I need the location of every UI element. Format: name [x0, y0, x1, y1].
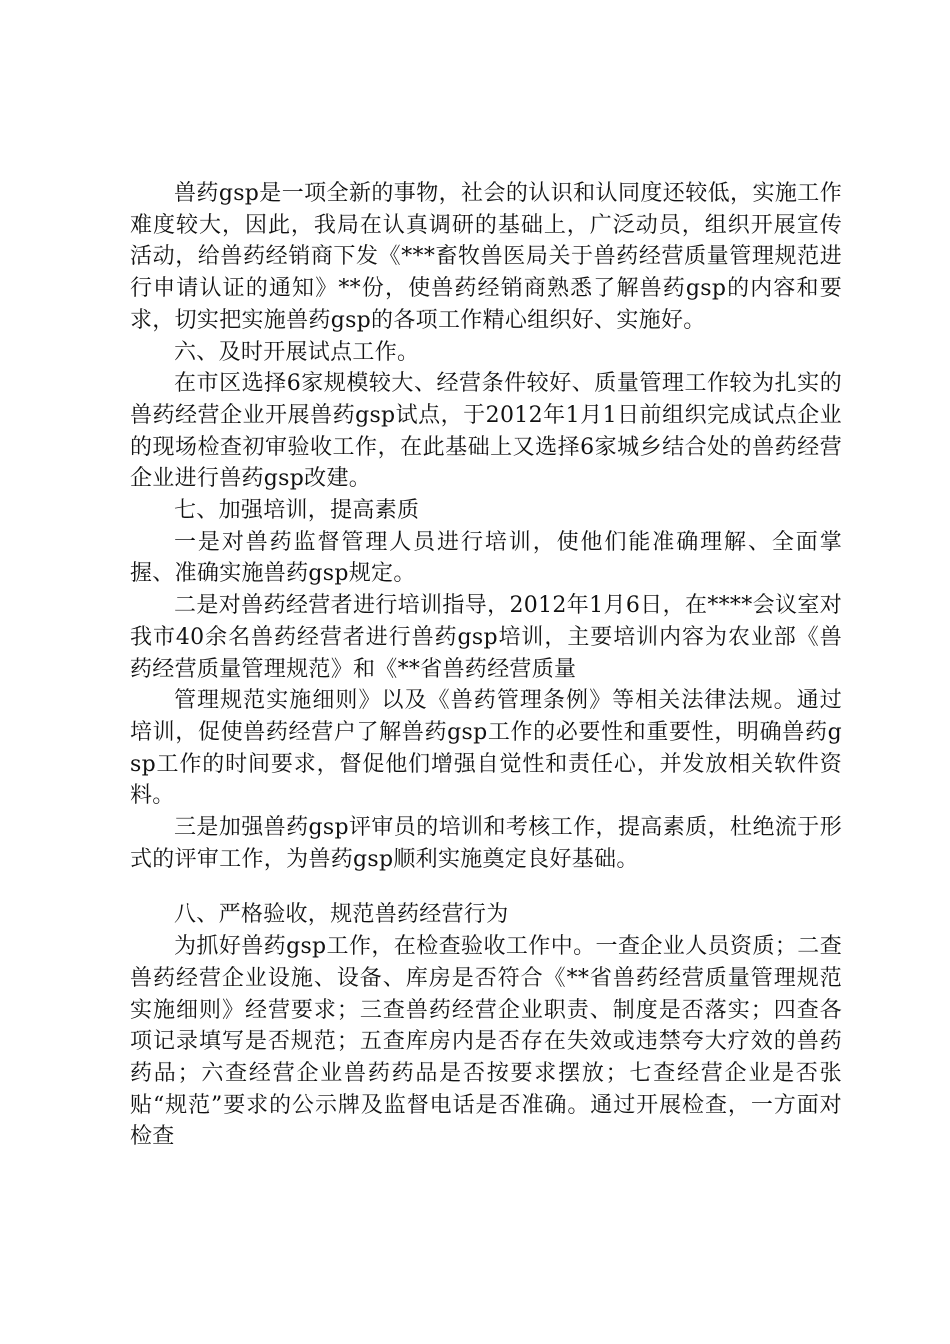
paragraph-pilot-work: 在市区选择6家规模较大、经营条件较好、质量管理工作较为扎实的兽药经营企业开展兽药gsp试点，于2012年1月1日前组织完成试点企业的现场检查初审验收工作，在此基础上又选择6家城乡结合处的兽药经营企业进行兽药gsp改建。: [130, 371, 842, 492]
document-body: [130, 178, 842, 1153]
heading-pilot-work: 六、及时开展试点工作。: [174, 339, 420, 365]
paragraph-training-reviewers: 三是加强兽药gsp评审员的培训和考核工作，提高素质，杜绝流于形式的评审工作，为兽药gsp顺利实施奠定良好基础。: [130, 815, 842, 872]
paragraph-acceptance: 为抓好兽药gsp工作，在检查验收工作中。一查企业人员资质；二查兽药经营企业设施、设备、库房是否符合《**省兽药经营质量管理规范实施细则》经营要求；三查兽药经营企业职责、制度是否落实；四查各项记录填写是否规范；五查库房内是否存在失效或违禁夸大疗效的兽药药品；六查经营企业兽药药品是否按要求摆放；七查经营企业是否张贴“规范”要求的公示牌及监督电话是否准确。通过开展检查，一方面对检查: [130, 934, 842, 1150]
paragraph-publicity: 兽药gsp是一项全新的事物，社会的认识和认同度还较低，实施工作难度较大，因此，我局在认真调研的基础上，广泛动员，组织开展宣传活动，给兽药经销商下发《***畜牧兽医局关于兽药经营质量管理规范进行申请认证的通知》**份，使兽药经销商熟悉了解兽药gsp的内容和要求，切实把实施兽药gsp的各项工作精心组织好、实施好。: [130, 181, 842, 333]
heading-training: 七、加强培训，提高素质: [174, 498, 420, 524]
heading-acceptance: 八、严格验收，规范兽药经营行为: [174, 902, 509, 928]
paragraph-training-staff: 一是对兽药监督管理人员进行培训，使他们能准确理解、全面掌握、准确实施兽药gsp规定。: [130, 529, 842, 587]
paragraph-training-operators: 二是对兽药经营者进行培训指导，2012年1月6日，在****会议室对我市40余名兽药经营者进行兽药gsp培训，主要培训内容为农业部《兽药经营质量管理规范》和《**省兽药经营质量: [130, 593, 842, 682]
paragraph-training-regulations: 管理规范实施细则》以及《兽药管理条例》等相关法律法规。通过培训，促使兽药经营户了解兽药gsp工作的必要性和重要性，明确兽药gsp工作的时间要求，督促他们增强自觉性和责任心，并发放相关软件资料。: [130, 688, 842, 809]
